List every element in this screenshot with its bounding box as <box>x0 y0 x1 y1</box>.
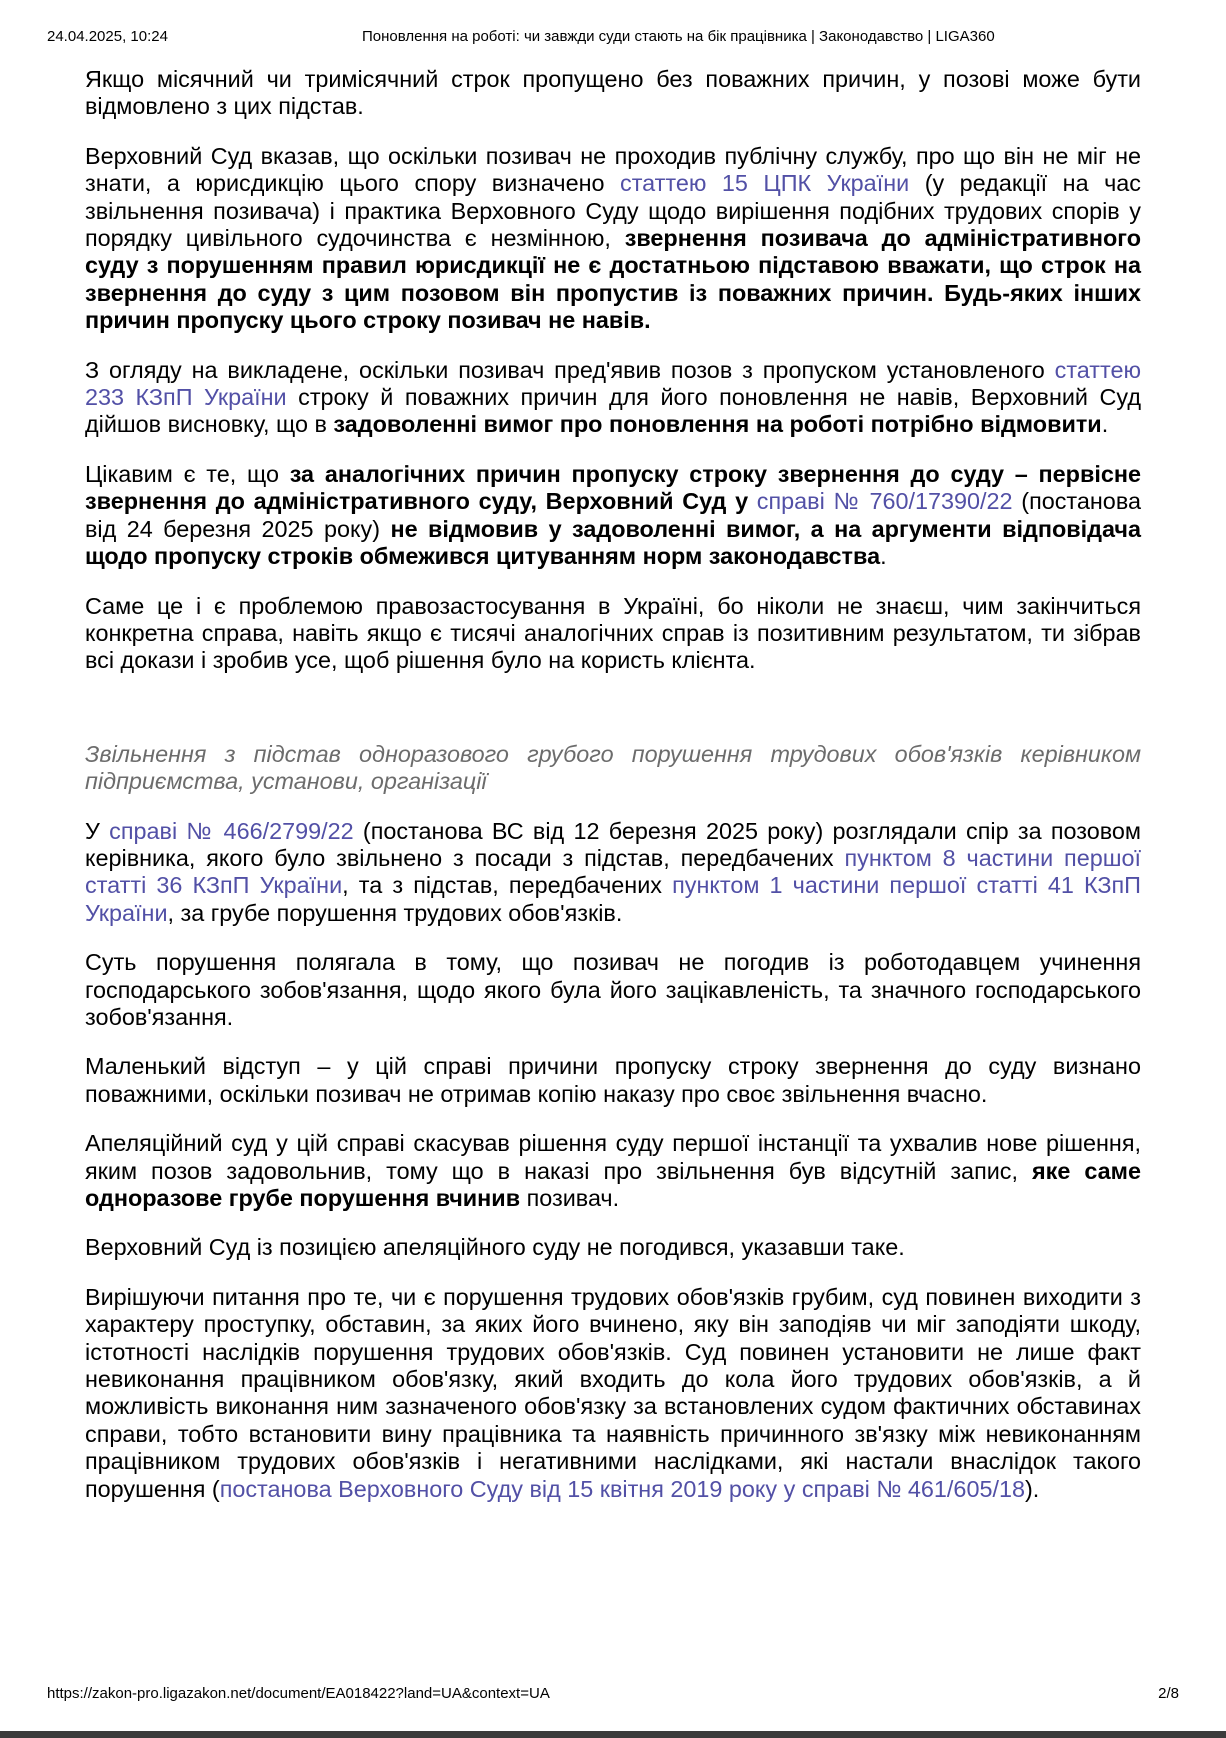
section-subheading: Звільнення з підстав одноразового грубого порушення трудових обов'язків керівником підприємства, установи, організації <box>85 740 1141 795</box>
print-footer <box>47 1685 1179 1705</box>
print-header <box>47 28 1179 48</box>
bottom-edge-bar <box>0 1731 1226 1738</box>
paragraph: Маленький відступ – у цій справі причини пропуску строку звернення до суду визнано поважними, оскільки позивач не отримав копію наказу про своє звільнення вчасно. <box>85 1053 1141 1107</box>
print-page-title: Поновлення на роботі: чи завжди суди стають на бік працівника | Законодавство | LIGA360 <box>362 28 995 45</box>
case-link[interactable]: справі № 466/2799/22 <box>109 817 354 844</box>
paragraph: Суть порушення полягала в тому, що позивач не погодив із роботодавцем учинення господарського зобов'язання, щодо якого була його зацікавленість, та значного господарського зобов'язання. <box>85 949 1141 1030</box>
law-link[interactable]: статтею 15 ЦПК України <box>620 170 910 197</box>
print-url: https://zakon-pro.ligazakon.net/document/EA018422?land=UA&context=UA <box>47 1685 550 1702</box>
paragraph: Верховний Суд вказав, що оскільки позивач не проходив публічну службу, про що він не міг не знати, а юрисдикцію цього спору визначено статтею 15 ЦПК України (у редакції на час звільнення позивача) і практика Верховного Суду щодо вирішення подібних трудових спорів у порядку цивільного судочинства є незмінною, звернення позивача до адміністративного суду з порушенням правил юрисдикції не є достатньою підставою вважати, що строк на звернення до суду з цим позовом він пропустив із поважних причин. Будь-яких інших причин пропуску цього строку позивач не навів. <box>85 142 1141 334</box>
paragraph: Верховний Суд із позицією апеляційного суду не погодився, указавши таке. <box>85 1234 905 1261</box>
paragraph: Якщо місячний чи тримісячний строк пропущено без поважних причин, у позові може бути відмовлено з цих підстав. <box>85 66 1141 120</box>
paragraph: Апеляційний суд у цій справі скасував рішення суду першої інстанції та ухвалив нове рішення, яким позов задовольнив, тому що в наказі про звільнення був відсутній запис, яке саме одноразове грубе порушення вчинив позивач. <box>85 1130 1141 1211</box>
paragraph: Вирішуючи питання про те, чи є порушення трудових обов'язків грубим, суд повинен виходити з характеру проступку, обставин, за яких його вчинено, яку він заподіяв чи міг заподіяти шкоду, істотності наслідків порушення трудових обов'язків. Суд повинен установити не лише факт невиконання працівником обов'язку, який входить до кола його трудових обов'язків, а й можливість виконання ним зазначеного обов'язку за встановлених судом фактичних обставинах справи, тобто встановити вину працівника та наявність причинного зв'язку між невиконанням працівником трудових обов'язків і негативними наслідками, які настали внаслідок такого порушення (постанова Верховного Суду від 15 квітня 2019 року у справі № 461/605/18). <box>85 1283 1141 1502</box>
case-link[interactable]: справі № 760/17390/22 <box>756 488 1013 515</box>
article-body <box>85 66 1141 1525</box>
paragraph: Саме це і є проблемою правозастосування в Україні, бо ніколи не знаєш, чим закінчиться конкретна справа, навіть якщо є тисячі аналогічних справ із позитивним результатом, ти зібрав всі докази і зробив усе, щоб рішення було на користь клієнта. <box>85 592 1141 674</box>
paragraph: З огляду на викладене, оскільки позивач пред'явив позов з пропуском установленого статтею 233 КЗпП України строку й поважних причин для його поновлення не навів, Верховний Суд дійшов висновку, що в задоволенні вимог про поновлення на роботі потрібно відмовити. <box>85 356 1141 438</box>
law-link[interactable]: статтею 233 КЗпП України <box>85 356 1141 411</box>
page-number: 2/8 <box>1158 1685 1179 1702</box>
print-date: 24.04.2025, 10:24 <box>47 28 168 45</box>
case-link[interactable]: постанова Верховного Суду від 15 квітня 2019 року у справі № 461/605/18 <box>219 1475 1025 1502</box>
paragraph: У справі № 466/2799/22 (постанова ВС від 12 березня 2025 року) розглядали спір за позовом керівника, якого було звільнено з посади з підстав, передбачених пунктом 8 частини першої статті 36 КЗпП України, та з підстав, передбачених пунктом 1 частини першої статті 41 КЗпП України, за грубе порушення трудових обов'язків. <box>85 817 1141 926</box>
paragraph: Цікавим є те, що за аналогічних причин пропуску строку звернення до суду – первісне звернення до адміністративного суду, Верховний Суд у справі № 760/17390/22 (постанова від 24 березня 2025 року) не відмовив у задоволенні вимог, а на аргументи відповідача щодо пропуску строків обмежився цитуванням норм законодавства. <box>85 460 1141 570</box>
law-link[interactable]: пунктом 8 частини першої статті 36 КЗпП України <box>85 844 1141 899</box>
law-link[interactable]: пунктом 1 частини першої статті 41 КЗпП України <box>85 872 1141 926</box>
